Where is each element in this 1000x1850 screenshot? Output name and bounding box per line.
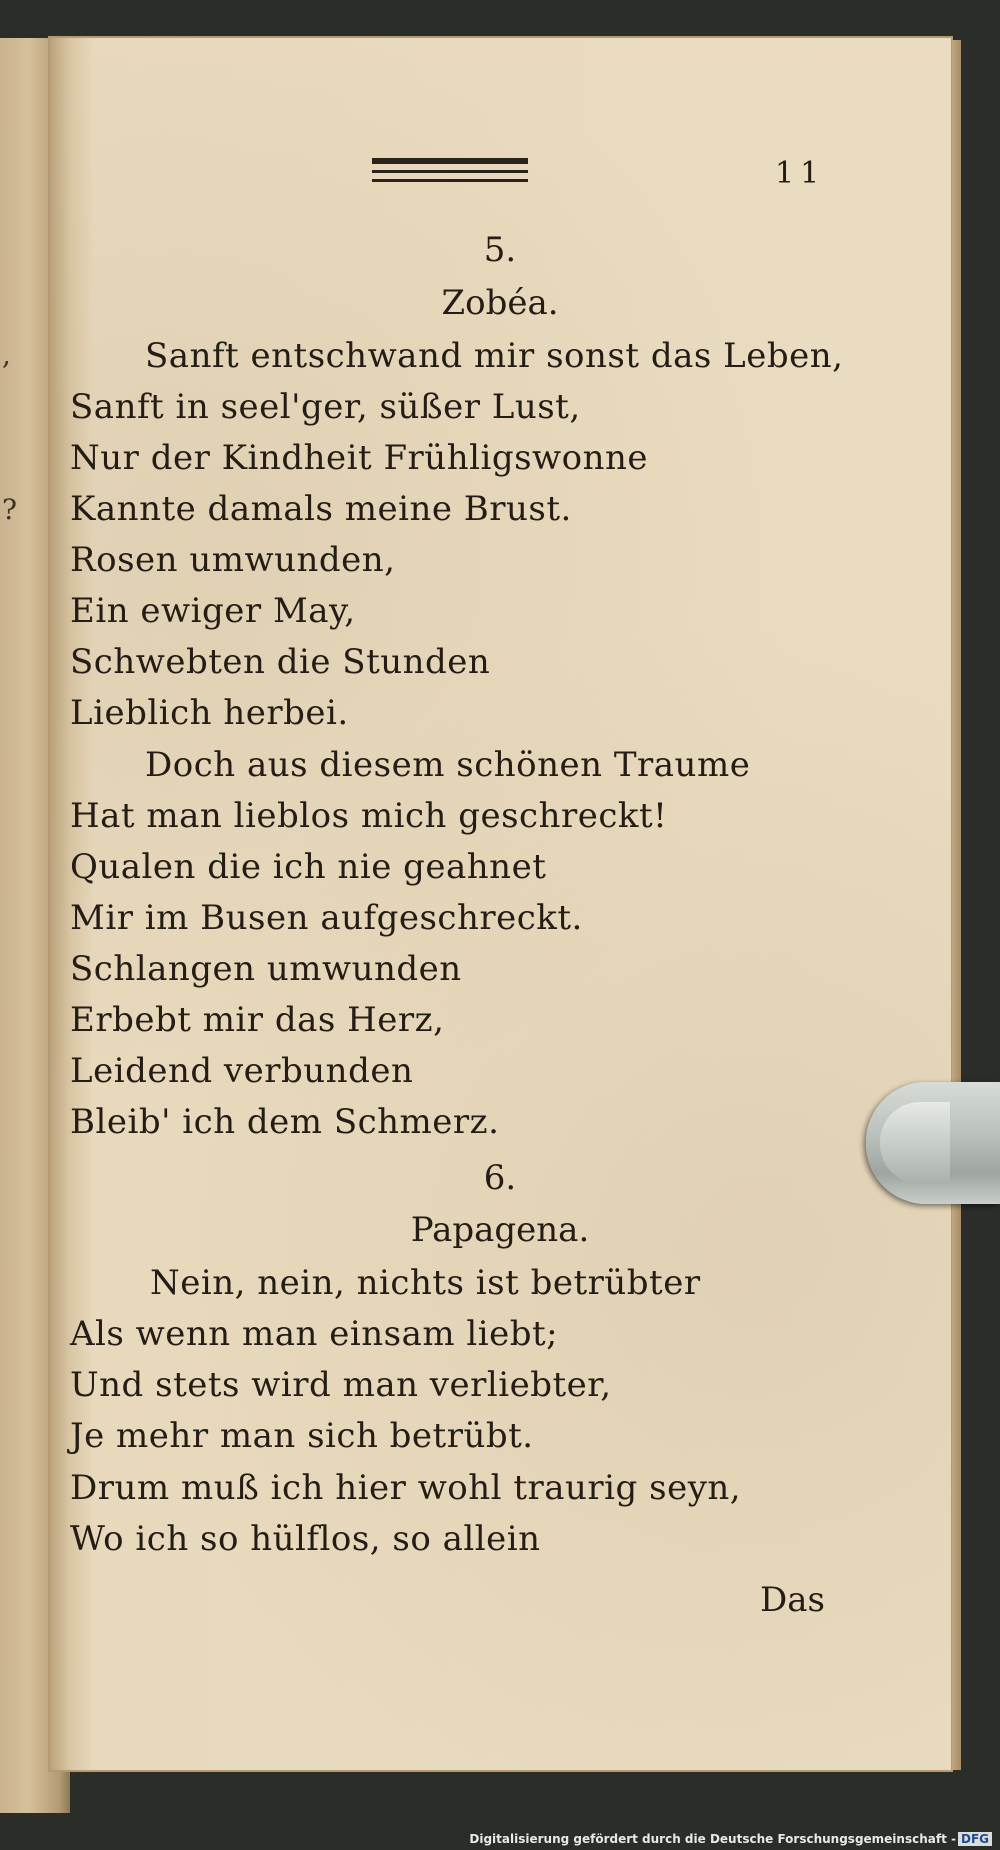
left-page-mark: ? [2,493,18,526]
poem-line: Kannte damals meine Brust. [70,489,572,529]
poem-line: Nein, nein, nichts ist betrübter [150,1263,701,1303]
poem-line: Und stets wird man verliebter, [70,1365,612,1405]
page-number: 11 [775,156,826,191]
poem-line: Erbebt mir das Herz, [70,1000,445,1040]
poem-line: Wo ich so hülflos, so allein [70,1519,541,1559]
header-rule-double [372,170,528,182]
header-rule [372,158,528,164]
poem-line: Mir im Busen aufgeschreckt. [70,898,583,938]
page-clip-highlight [880,1102,950,1184]
poem-line: Nur der Kindheit Frühligswonne [70,438,649,478]
poem-line: Lieblich herbei. [70,693,349,733]
catchword: Das [760,1580,825,1620]
poem-line: Rosen umwunden, [70,540,396,580]
poem-line: Sanft in seel'ger, süßer Lust, [70,387,581,427]
poem-line: Je mehr man sich betrübt. [70,1416,534,1456]
poem-line: Bleib' ich dem Schmerz. [70,1102,500,1142]
poem-line: Ein ewiger May, [70,591,356,631]
poem-line: Doch aus diesem schönen Traume [145,745,751,785]
credit-text: Digitalisierung gefördert durch die Deutsche Forschungsgemeinschaft - [469,1832,956,1846]
poem-line: Sanft entschwand mir sonst das Leben, [145,336,844,376]
poem-line: Leidend verbunden [70,1051,414,1091]
left-page-mark: , [2,338,11,371]
page-clip [866,1082,1000,1204]
poem-line: Schlangen umwunden [70,949,462,989]
poem-line: Als wenn man einsam liebt; [70,1314,559,1354]
poem-line: Schwebten die Stunden [70,642,491,682]
section-number: 5. [483,230,517,270]
section-title: Papagena. [410,1210,590,1250]
poem-line: Hat man lieblos mich geschreckt! [70,796,668,836]
poem-line: Drum muß ich hier wohl traurig seyn, [70,1468,742,1508]
section-title: Zobéa. [441,283,559,323]
digitization-credit [469,1832,992,1846]
poem-line: Qualen die ich nie geahnet [70,847,547,887]
section-number: 6. [483,1158,517,1198]
dfg-logo: DFG [958,1832,992,1846]
